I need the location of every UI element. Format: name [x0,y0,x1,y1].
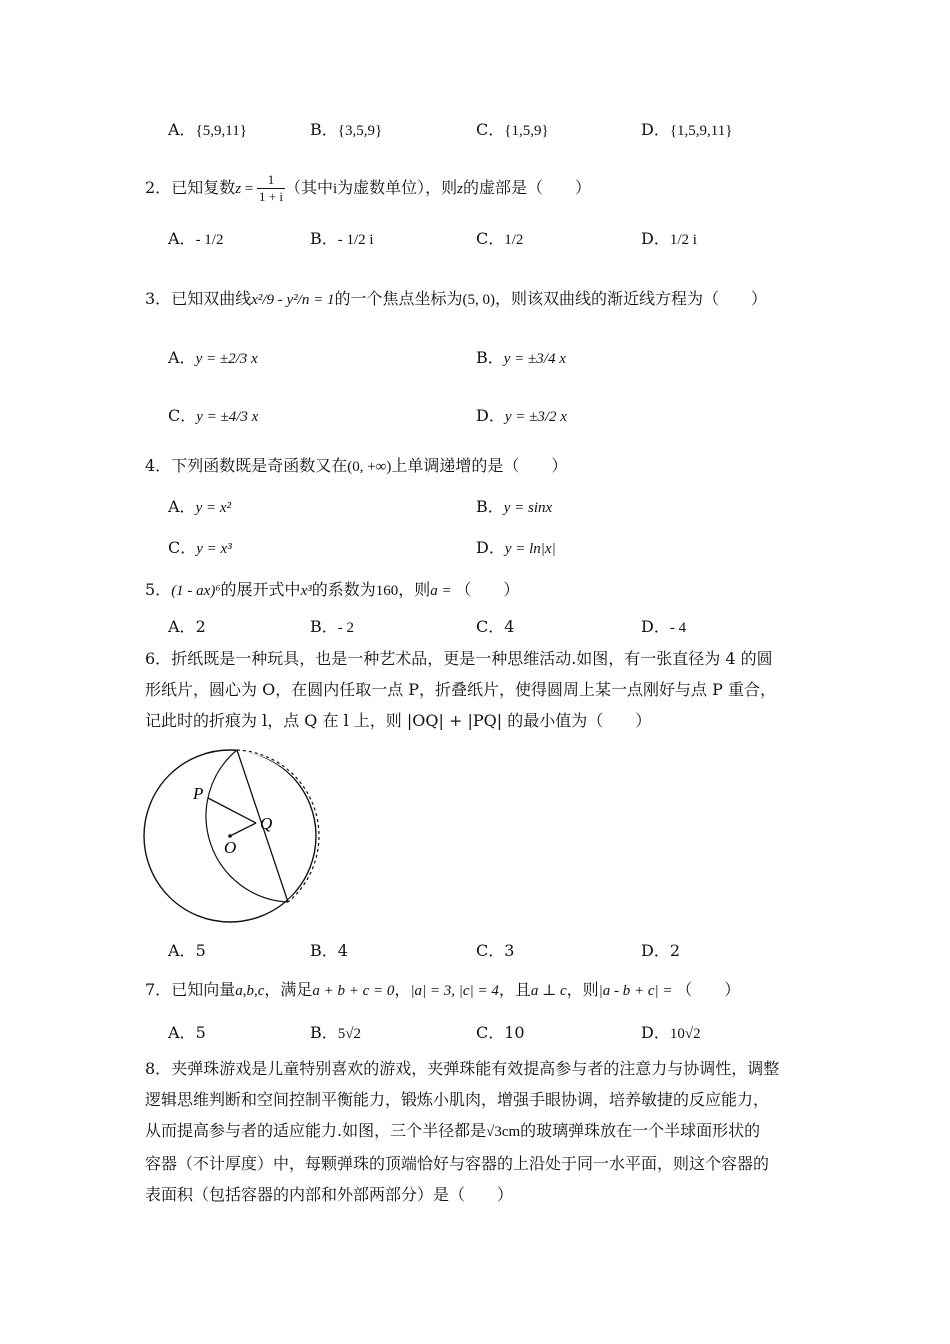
q6-option-d[interactable]: D．2 [641,941,681,960]
q2-option-d[interactable]: D．1/2 i [641,229,697,248]
q2-option-c[interactable]: C．1/2 [476,229,524,248]
segment-pq [208,798,256,823]
q7-option-b[interactable]: B．5√2 [310,1023,361,1042]
question-3-stem: 3．已知双曲线x²/9 - y²/n = 1的一个焦点坐标为(5, 0)，则该双曲线的渐近线方程为（ ） [145,289,767,308]
q6-figure [138,748,328,933]
q8-line-3: 从而提高参与者的适应能力.如图，三个半径都是√3cm的玻璃弹珠放在一个半球面形状的 [145,1121,761,1140]
q3-option-c[interactable]: C．y = ±4/3 x [168,406,259,425]
q6-option-a[interactable]: A．5 [168,941,206,960]
label-q: Q [260,814,273,833]
q1-option-a[interactable]: A．{5,9,11} [168,120,247,139]
q5-option-c[interactable]: C．4 [476,617,515,636]
q8-line-2: 逻辑思维判断和空间控制平衡能力，锻炼小肌肉，增强手眼协调，培养敏捷的反应能力， [145,1090,770,1109]
q4-option-c[interactable]: C．y = x³ [168,538,232,557]
question-4-stem: 4．下列函数既是奇函数又在(0, +∞)上单调递增的是（ ） [145,456,568,475]
q6-line-1: 6．折纸既是一种玩具，也是一种艺术品，更是一种思维活动.如图，有一张直径为 4 的圆 [145,649,773,668]
question-8-stem [145,1053,810,1210]
q6-line-3: 记此时的折痕为 l，点 Q 在 l 上，则 |OQ| + |PQ| 的最小值为（ ） [145,711,652,730]
q7-option-d[interactable]: D．10√2 [641,1023,701,1042]
q2-fraction: $\frac{1}{1 + i}$ [259,172,283,204]
q8-line-4: 容器（不计厚度）中，每颗弹珠的顶端恰好与容器的上沿处于同一水平面，则这个容器的 [145,1154,770,1173]
q6-option-b[interactable]: B．4 [310,941,348,960]
q3-option-a[interactable]: A．y = ±2/3 x [168,348,258,367]
q7-option-c[interactable]: C．10 [476,1023,525,1042]
q4-option-b[interactable]: B．y = sinx [476,497,553,516]
q6-option-c[interactable]: C．3 [476,941,515,960]
q1-option-c[interactable]: C．{1,5,9} [476,120,549,139]
q5-option-b[interactable]: B．- 2 [310,617,355,636]
question-5-stem: 5．(1 - ax)⁶的展开式中x³的系数为160，则a = （ ） [145,580,520,599]
question-6-stem [145,643,810,736]
q2-option-b[interactable]: B．- 1/2 i [310,229,374,248]
q8-line-1: 8．夹弹珠游戏是儿童特别喜欢的游戏，夹弹珠能有效提高参与者的注意力与协调性，调整 [145,1059,780,1078]
label-o: O [224,838,237,857]
q4-option-a[interactable]: A．y = x² [168,497,231,516]
label-p: P [193,784,204,803]
question-2-stem: 2．已知复数z = $\frac{1}{1 + i}$ （其中i为虚数单位），则z的虚部是（ ） [145,172,592,204]
q6-line-2: 形纸片，圆心为 O，在圆内任取一点 P，折叠纸片，使得圆周上某一点刚好与点 P 重合， [145,680,776,699]
q8-line-5: 表面积（包括容器的内部和外部两部分）是（ ） [145,1185,514,1204]
q3-option-b[interactable]: B．y = ±3/4 x [476,348,566,367]
q3-option-d[interactable]: D．y = ±3/2 x [476,406,567,425]
segment-oq [230,823,256,836]
folded-arc [206,750,288,902]
q1-option-d[interactable]: D．{1,5,9,11} [641,120,733,139]
q4-option-d[interactable]: D．y = ln|x| [476,538,556,557]
q5-option-a[interactable]: A．2 [168,617,206,636]
q1-option-b[interactable]: B．{3,5,9} [310,120,383,139]
q7-option-a[interactable]: A．5 [168,1023,206,1042]
q5-option-d[interactable]: D．- 4 [641,617,687,636]
q2-option-a[interactable]: A．- 1/2 [168,229,224,248]
question-7-stem: 7．已知向量a,b,c，满足a + b + c = 0，|a| = 3, |c| = 4，且a ⊥ c，则|a - b + c| = （ ） [145,980,741,999]
